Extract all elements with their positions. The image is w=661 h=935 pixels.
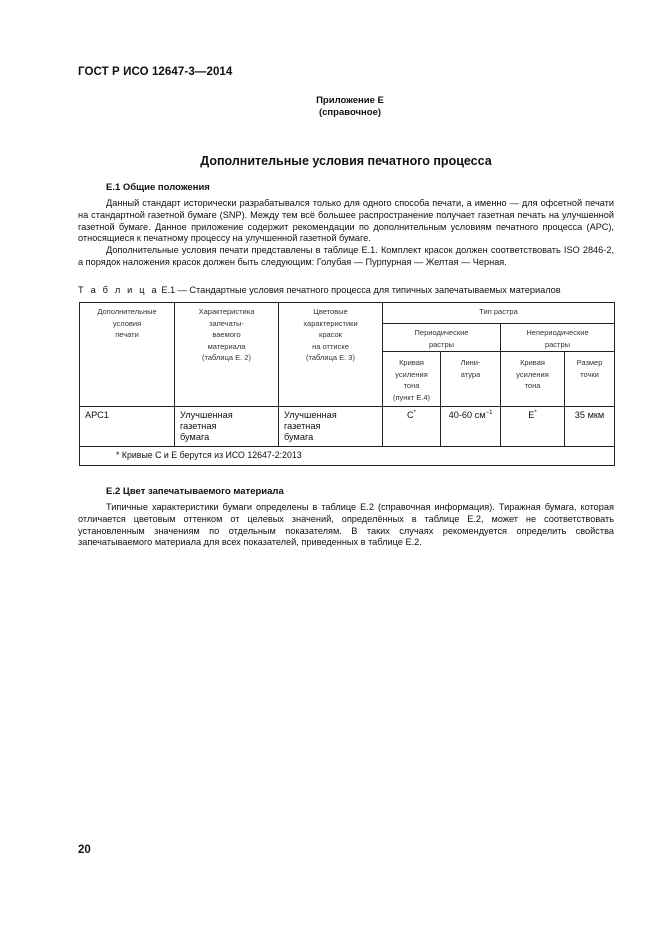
table-footnote: * Кривые С и Е берутся из ИСО 12647-2:2013 bbox=[80, 447, 615, 466]
print-conditions-table bbox=[79, 302, 615, 466]
header-nonperiodic-tone-curve: Кривая усиления тона bbox=[501, 352, 565, 407]
annex-type: (справочное) bbox=[318, 107, 382, 118]
cell-ink: Улучшенная газетная бумага bbox=[279, 407, 383, 447]
section-2-paragraph: Типичные характеристики бумаги определены в таблице Е.2 (справочная информация). Тиражная бумага, которая отличается цветовым оттенком от целевых значений, определённых в таблице Е.2, может не соответствовать установленным значениям по отдельным показателям. В таких случаях рекомендуется определить свойства запечатываемого материала для всех показателей, приведенных в таблице Е.2. bbox=[78, 502, 614, 548]
header-periodic-screens: Периодические растры bbox=[383, 324, 501, 352]
section-1-body bbox=[78, 198, 614, 269]
annex-heading: Дополнительные условия печатного процесса bbox=[200, 154, 492, 168]
annex-label bbox=[290, 95, 410, 119]
table-caption bbox=[78, 285, 561, 295]
header-periodic-tone-curve: Кривая усиления тона (пункт Е.4) bbox=[383, 352, 441, 407]
table-caption-prefix: Т а б л и ц а bbox=[78, 285, 159, 295]
header-paper-characteristics: Характеристика запечаты- ваемого материала (таблица Е. 2) bbox=[175, 303, 279, 407]
section-1-paragraph-1: Данный стандарт исторически разрабатывался только для одного способа печати, а именно — для офсетной печати на стандартной газетной бумаге (SNP). Между тем всё большее распространение получает газетная печать на улучшенной газетной бумаге. Данное приложение содержит рекомендации по дополнительным условиям печатного процесса (АРС), относящиеся к печатному процессу на улучшенной газетной бумаге. bbox=[78, 198, 614, 244]
header-nonperiodic-screens: Непериодические растры bbox=[501, 324, 615, 352]
section-1-heading: Е.1 Общие положения bbox=[106, 182, 210, 193]
cell-condition: АРС1 bbox=[80, 407, 175, 447]
cell-paper: Улучшенная газетная бумага bbox=[175, 407, 279, 447]
cell-lineature: 40-60 $см^{-1}$ bbox=[441, 407, 501, 447]
section-2-body bbox=[78, 502, 614, 549]
table-row bbox=[80, 407, 615, 447]
header-lineature: Лини- атура bbox=[441, 352, 501, 407]
document-code: ГОСТ Р ИСО 12647-3—2014 bbox=[78, 66, 233, 78]
header-raster-type: Тип растра bbox=[383, 303, 615, 324]
header-print-conditions: Дополнительные условия печати bbox=[80, 303, 175, 407]
section-2-heading: Е.2 Цвет запечатываемого материала bbox=[106, 486, 284, 497]
cell-nonperiodic-tone-curve: Е* bbox=[501, 407, 565, 447]
cell-periodic-tone-curve: С* bbox=[383, 407, 441, 447]
header-dot-size: Размер точки bbox=[565, 352, 615, 407]
page-number: 20 bbox=[78, 844, 91, 856]
section-1-paragraph-2: Дополнительные условия печати представлены в таблице Е.1. Комплект красок должен соответствовать ISO 2846-2, а порядок наложения красок должен быть следующим: Голубая — Пурпурная — Желтая — Черная. bbox=[78, 245, 614, 267]
annex-title: Приложение Е bbox=[316, 95, 384, 106]
cell-dot-size: 35 мкм bbox=[565, 407, 615, 447]
header-ink-colour: Цветовые характеристики красок на оттиске (таблица Е. 3) bbox=[279, 303, 383, 407]
table-caption-text: Е.1 — Стандартные условия печатного процесса для типичных запечатываемых материалов bbox=[161, 285, 561, 295]
